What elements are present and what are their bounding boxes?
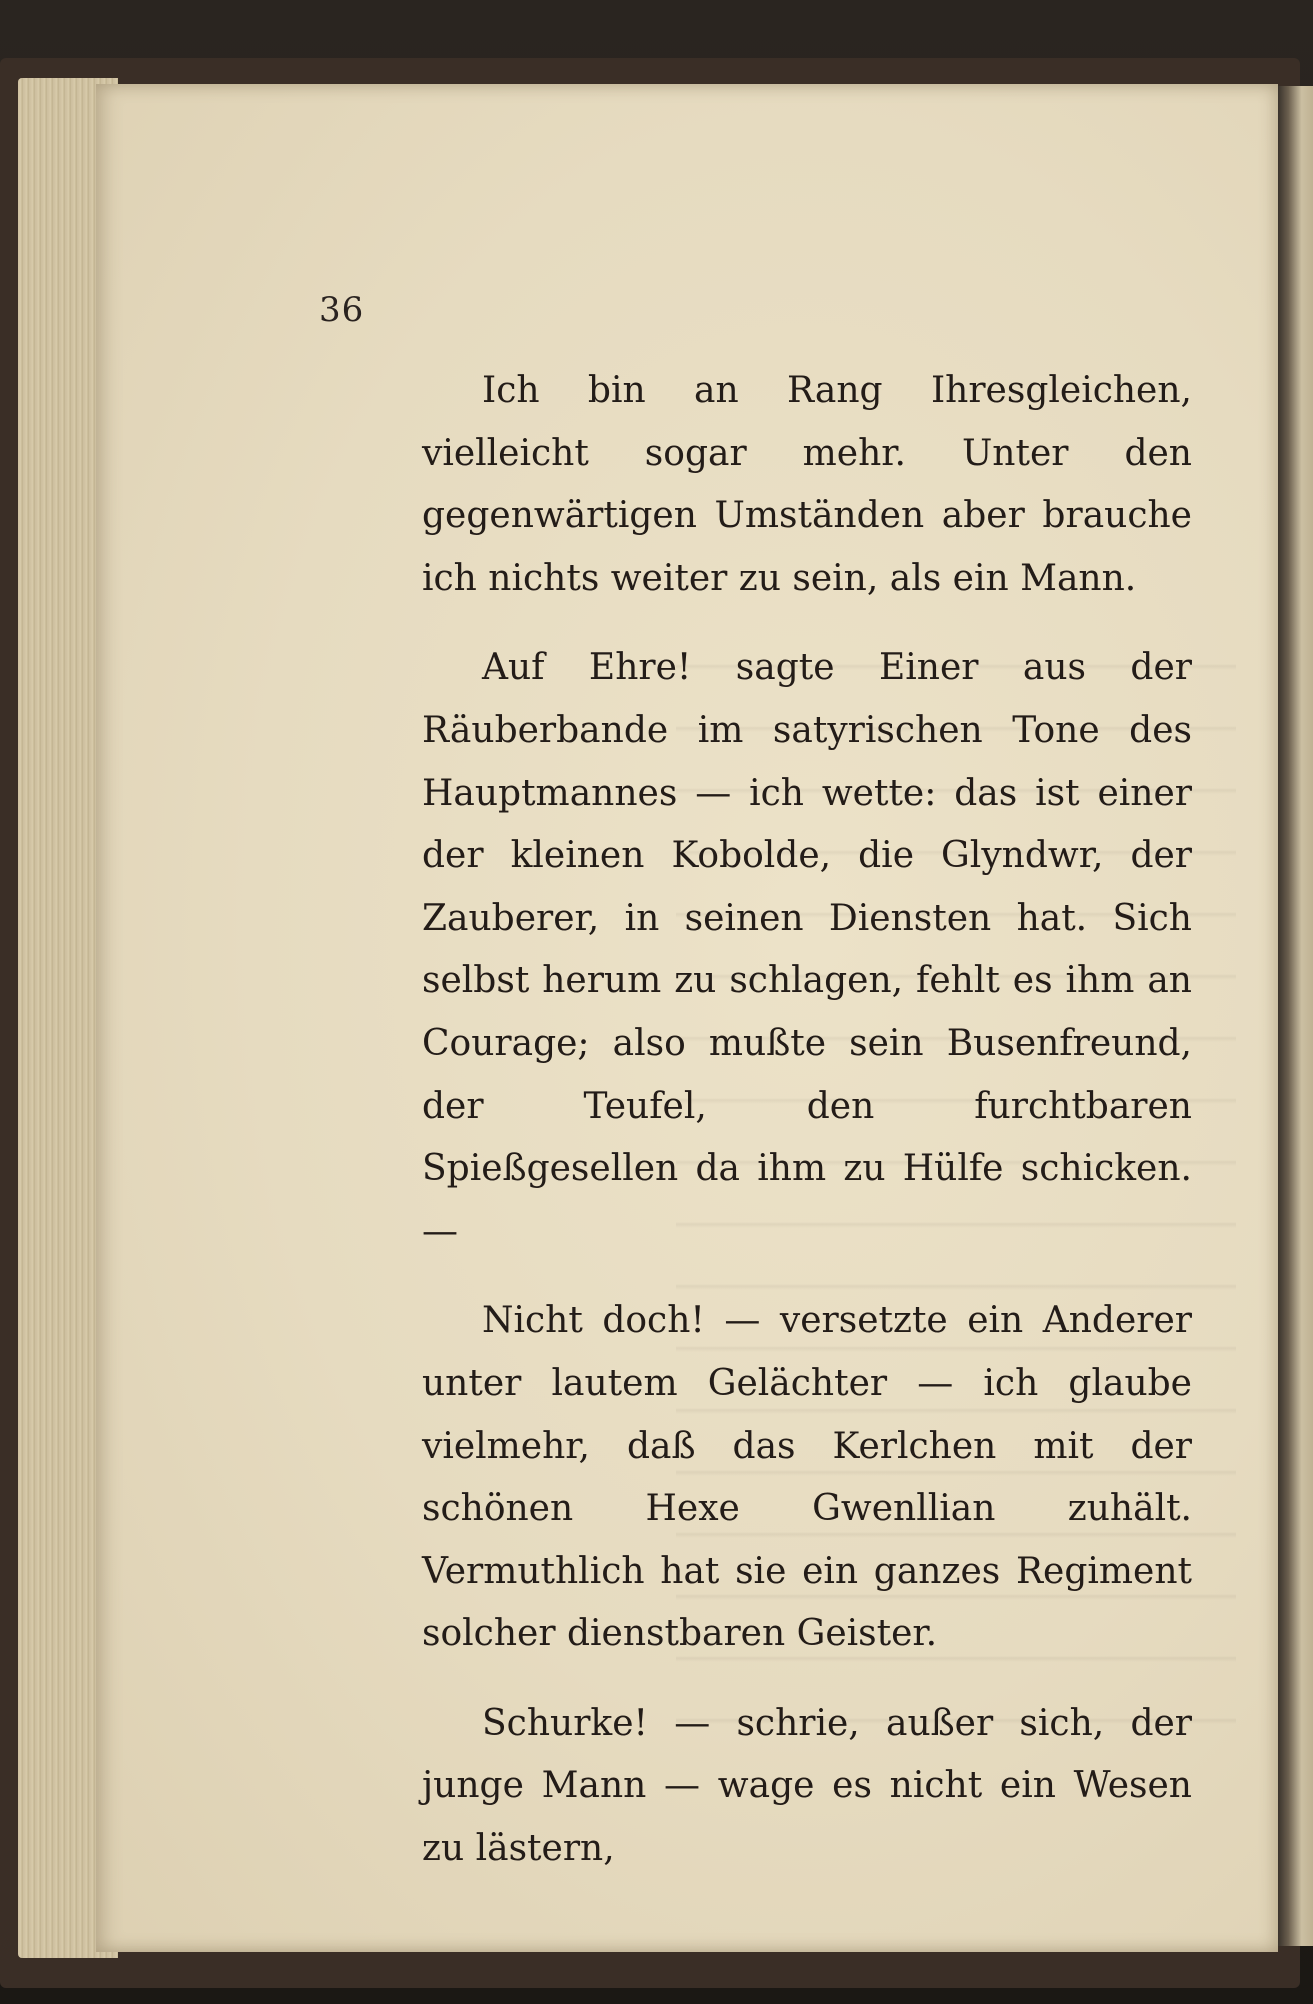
paragraph-1: Ich bin an Rang Ihresgleichen, vielleicht sogar mehr. Unter den gegenwärtigen Umständen aber brauche ich nichts weiter zu sein, als ein Mann. bbox=[422, 370, 1192, 599]
page-body-text bbox=[422, 360, 1192, 1908]
paragraph-2: Auf Ehre! sagte Einer aus der Räuberbande im satyrischen Tone des Hauptmannes — ich wette: das ist einer der kleinen Kobolde, die Glyndwr, der Zauberer, in seinen Diensten hat. Sich selbst herum zu schlagen, fehlt es ihm an Courage; also mußte sein Busenfreund, der Teufel, den furchtbaren Spießgesellen da ihm zu Hülfe schicken. — bbox=[422, 647, 1192, 1252]
page-number: 36 bbox=[319, 290, 365, 330]
paragraph-3: Nicht doch! — versetzte ein Anderer unter lautem Gelächter — ich glaube vielmehr, daß das Kerlchen mit der schönen Hexe Gwenllian zuhält. Vermuthlich hat sie ein ganzes Regiment solcher dienstbaren Geister. bbox=[422, 1300, 1192, 1655]
paragraph-4: Schurke! — schrie, außer sich, der junge Mann — wage es nicht ein Wesen zu lästern, bbox=[422, 1702, 1192, 1870]
facing-page-edge bbox=[1275, 86, 1313, 1946]
